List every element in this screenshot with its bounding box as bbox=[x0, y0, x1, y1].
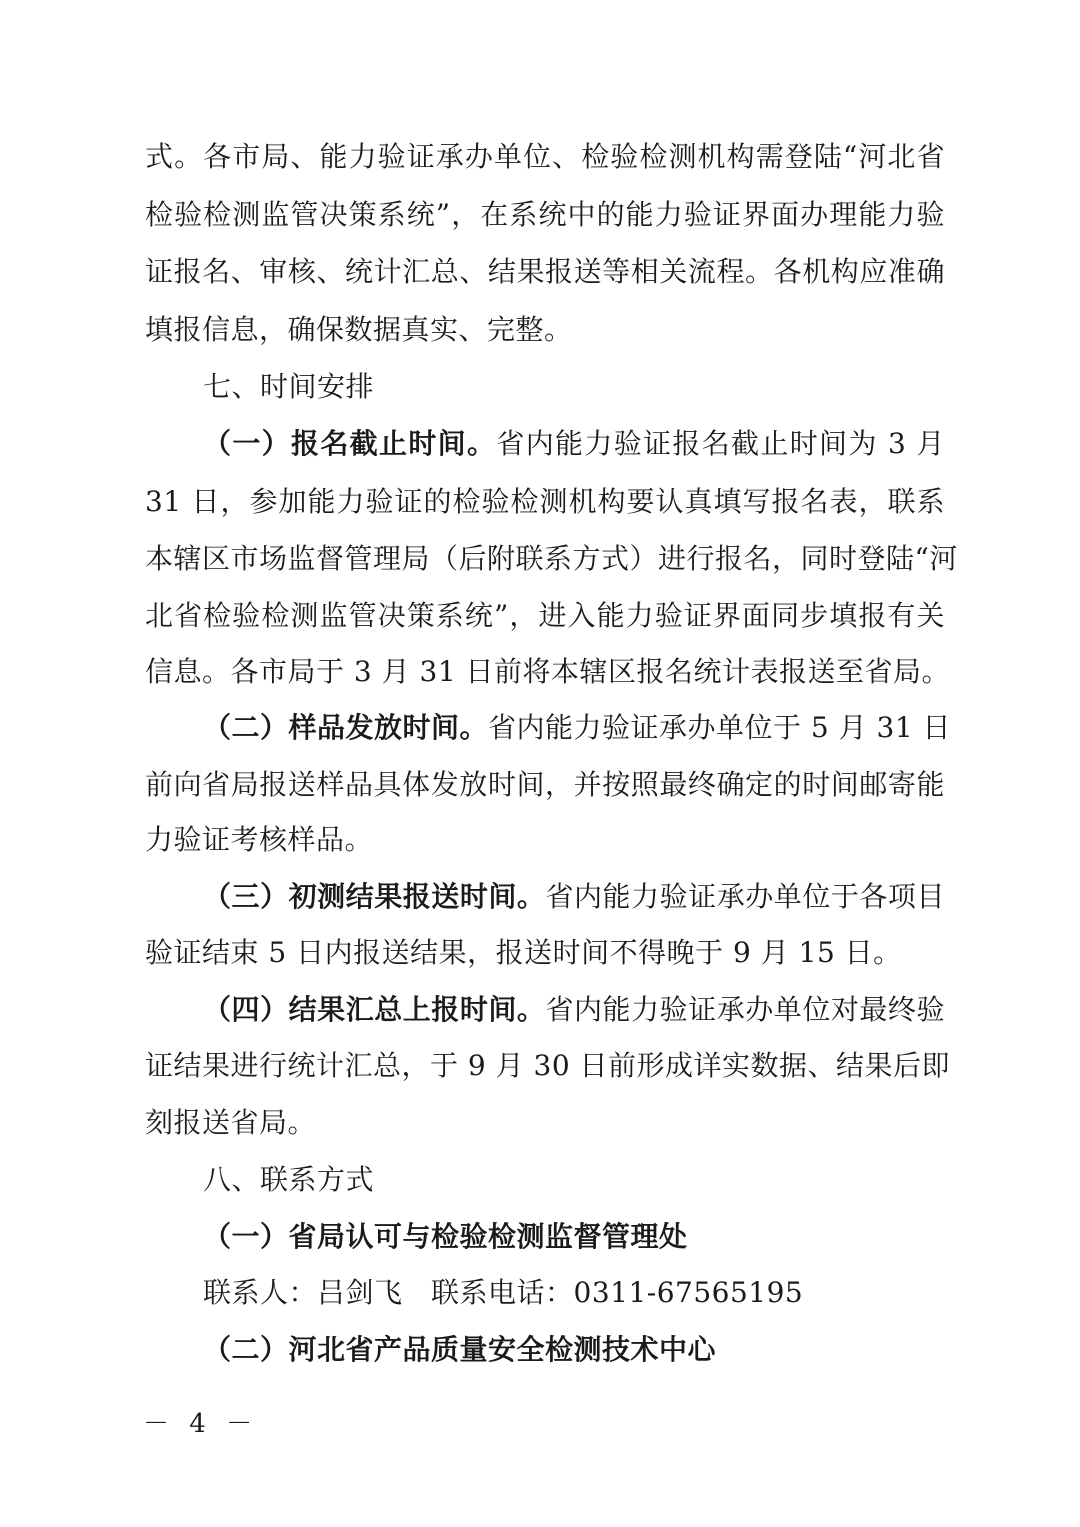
subsection-results-summary bbox=[203, 990, 945, 1030]
paragraph-line: 信息。各市局于 3 月 31 日前将本辖区报名统计表报送至省局。 bbox=[145, 655, 951, 688]
contact-org-testing-center: （二）河北省产品质量安全检测技术中心 bbox=[203, 1333, 717, 1366]
contact-org-provincial-office: （一）省局认可与检验检测监督管理处 bbox=[203, 1220, 688, 1253]
paragraph-line: 式。各市局、能力验证承办单位、检验检测机构需登陆“河北省 bbox=[145, 140, 945, 173]
section-heading-schedule: 七、时间安排 bbox=[203, 370, 375, 403]
subsection-title: （三）初测结果报送时间。 bbox=[203, 880, 546, 913]
paragraph-line: 北省检验检测监管决策系统”，进入能力验证界面同步填报有关 bbox=[145, 599, 945, 632]
subsection-title: （四）结果汇总上报时间。 bbox=[203, 993, 546, 1026]
subsection-title: （二）样品发放时间。 bbox=[203, 711, 489, 744]
paragraph-line: 前向省局报送样品具体发放时间，并按照最终确定的时间邮寄能 bbox=[145, 768, 945, 801]
paragraph-line: 填报信息，确保数据真实、完整。 bbox=[145, 313, 573, 346]
subsection-text: 省内能力验证报名截止时间为 3 月 bbox=[496, 427, 945, 460]
subsection-text: 省内能力验证承办单位于各项目 bbox=[545, 880, 945, 913]
contact-person-line: 联系人：吕剑飞 联系电话：0311-67565195 bbox=[203, 1276, 804, 1309]
paragraph-line: 证报名、审核、统计汇总、结果报送等相关流程。各机构应准确 bbox=[145, 255, 945, 288]
page-number: － 4 － bbox=[143, 1409, 259, 1439]
paragraph-line: 验证结束 5 日内报送结果，报送时间不得晚于 9 月 15 日。 bbox=[145, 936, 902, 969]
paragraph-line: 刻报送省局。 bbox=[145, 1106, 317, 1139]
subsection-registration-deadline bbox=[203, 424, 945, 464]
subsection-text: 省内能力验证承办单位对最终验 bbox=[545, 993, 945, 1026]
paragraph-line: 31 日，参加能力验证的检验检测机构要认真填写报名表，联系 bbox=[145, 485, 945, 518]
paragraph-line: 证结果进行统计汇总，于 9 月 30 日前形成详实数据、结果后即 bbox=[145, 1049, 951, 1082]
paragraph-line: 检验检测监管决策系统”，在系统中的能力验证界面办理能力验 bbox=[145, 198, 945, 231]
paragraph-line: 本辖区市场监督管理局（后附联系方式）进行报名，同时登陆“河 bbox=[145, 542, 958, 575]
subsection-title: （一）报名截止时间。 bbox=[203, 427, 497, 460]
subsection-text: 省内能力验证承办单位于 5 月 31 日 bbox=[488, 711, 952, 744]
subsection-sample-distribution bbox=[203, 708, 952, 748]
section-heading-contacts: 八、联系方式 bbox=[203, 1163, 375, 1196]
paragraph-line: 力验证考核样品。 bbox=[145, 823, 374, 856]
subsection-initial-results bbox=[203, 877, 945, 917]
